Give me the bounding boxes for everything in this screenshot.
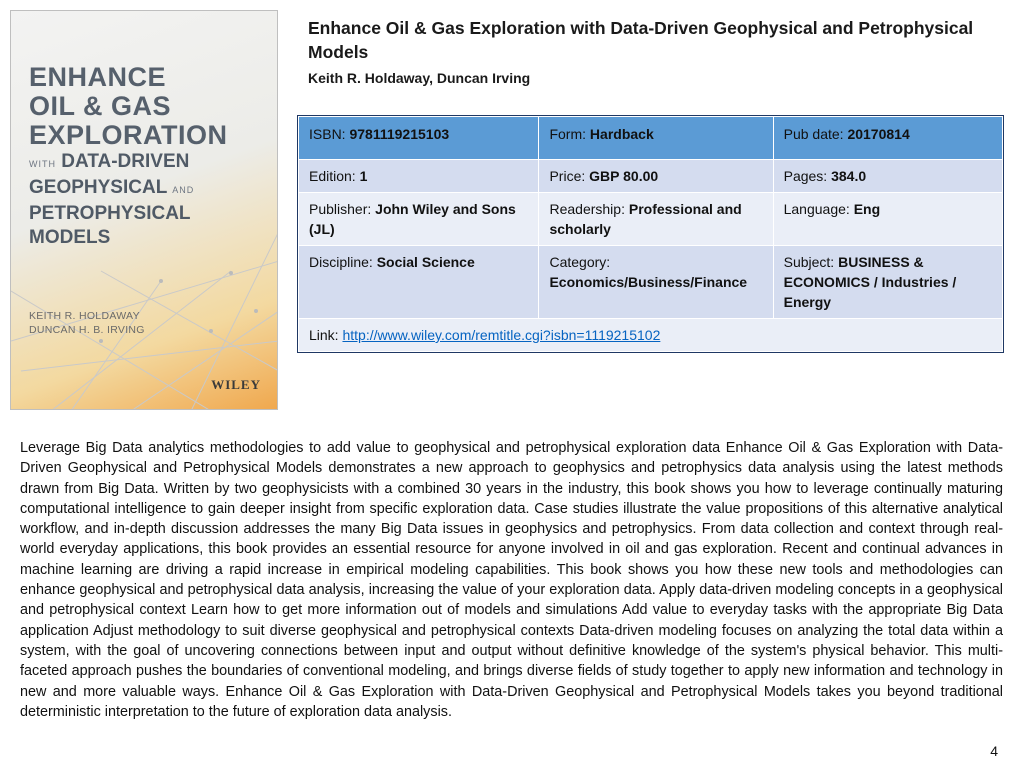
pages-cell (773, 160, 1002, 193)
table-row (299, 160, 1003, 193)
publisher-cell (299, 193, 539, 246)
cell-label: Readership: (549, 201, 629, 217)
form-value: Hardback (589, 126, 654, 142)
table-row (299, 319, 1003, 352)
cover-with: WITH (29, 159, 56, 169)
book-authors: Keith R. Holdaway, Duncan Irving (308, 70, 531, 86)
form-cell (539, 117, 773, 160)
edition-cell (299, 160, 539, 193)
cover-title-line: MODELS (29, 227, 111, 248)
cover-title-line: PETROPHYSICAL (29, 203, 191, 224)
cell-label: Edition: (309, 168, 360, 184)
cell-label: Pages: (783, 168, 832, 184)
publisher-value: John Wiley and Sons (JL) (309, 201, 516, 237)
isbn-value: 9781119215103 (349, 126, 450, 142)
cover-author: KEITH R. HOLDAWAY (29, 310, 140, 322)
cell-label: Price: (549, 168, 590, 184)
price-cell (539, 160, 773, 193)
readership-value: Professional and scholarly (549, 201, 742, 237)
link-cell (299, 319, 1003, 352)
discipline-value: Social Science (376, 254, 475, 270)
table-row (299, 117, 1003, 160)
book-title: Enhance Oil & Gas Exploration with Data-Driven Geophysical and Petrophysical Models (308, 18, 974, 62)
page-number: 4 (990, 743, 998, 759)
price-value: GBP 80.00 (589, 168, 659, 184)
cover-authors (29, 309, 145, 337)
book-cover-image (10, 10, 278, 410)
isbn-cell (299, 117, 539, 160)
book-details-table (298, 116, 1003, 352)
readership-cell (539, 193, 773, 246)
cell-label: Discipline: (309, 254, 377, 270)
cover-title-line: ENHANCE (29, 62, 167, 92)
cell-label: ISBN: (309, 126, 350, 142)
cover-title-word: DATA-DRIVEN (61, 151, 190, 172)
cover-title-line: OIL & GAS (29, 91, 172, 121)
pubdate-value: 20170814 (847, 126, 910, 142)
cell-label: Publisher: (309, 201, 376, 217)
book-description: Leverage Big Data analytics methodologies to add value to geophysical and petrophysical exploration data Enhance Oil & Gas Exploration with Data-Driven Geophysical and Petrophysical Models demonstrates a new approach to geophysics and petrophysics data analysis using the latest methods drawn from Big Data. Written by two geophysicists with a combined 30 years in the industry, this book shows you how to leverage continually maturing computational intelligence to gain deeper insight from specific exploration data. Case studies illustrate the value propositions of this alternative analytical workflow, and in-depth discussion addresses the many Big Data issues in geophysics and petrophysics. From data collection and context through real-world everyday applications, this book provides an essential resource for anyone involved in oil and gas exploration. Recent and continual advances in machine learning are driving a rapid increase in empirical modeling capabilities. This book shows you how these new tools and methodologies can enhance geophysical and petrophysical data analysis, increasing the value of your exploration data. Apply data-driven modeling concepts in a geophysical and petrophysical context Learn how to get more information out of models and simulations Add value to everyday tasks with the appropriate Big Data application Adjust methodology to suit diverse geophysical and petrophysical contexts Data-driven modeling focuses on analyzing the total data within a system, with the goal of uncovering connections between input and output without definitive knowledge of the system's physical behavior. This multi-faceted approach pushes the boundaries of conventional modeling, and brings diverse fields of study together to apply new information and technology in new and more valuable ways. Enhance Oil & Gas Exploration with Data-Driven Geophysical and Petrophysical Models takes you beyond traditional deterministic interpretation to the future of exploration data analysis. (20, 440, 1003, 720)
cover-author: DUNCAN H. B. IRVING (29, 324, 145, 336)
pages-value: 384.0 (831, 168, 867, 184)
cover-title-line (29, 176, 228, 202)
cover-and: AND (172, 185, 195, 195)
cover-publisher-logo: WILEY (211, 377, 261, 392)
cover-title-word: GEOPHYSICAL (29, 177, 167, 198)
cover-title-line: EXPLORATION (29, 120, 228, 150)
category-value: Economics/Business/Finance (549, 274, 748, 290)
discipline-cell (299, 246, 539, 319)
table-row (299, 193, 1003, 246)
cell-label: Language: (783, 201, 854, 217)
cell-label: Link: (309, 327, 343, 343)
pubdate-cell (773, 117, 1002, 160)
subject-cell (773, 246, 1002, 319)
edition-value: 1 (359, 168, 368, 184)
cover-title (29, 63, 228, 250)
cell-label: Form: (549, 126, 590, 142)
category-cell (539, 246, 773, 319)
table-row (299, 246, 1003, 319)
cell-label: Category: (549, 254, 611, 270)
cell-label: Pub date: (783, 126, 848, 142)
language-cell (773, 193, 1002, 246)
cell-label: Subject: (783, 254, 839, 270)
language-value: Eng (853, 201, 881, 217)
book-link[interactable]: http://www.wiley.com/remtitle.cgi?isbn=1119215102 (342, 327, 661, 343)
subject-value: BUSINESS & ECONOMICS / Industries / Energy (783, 254, 957, 310)
cover-title-line (29, 150, 228, 176)
